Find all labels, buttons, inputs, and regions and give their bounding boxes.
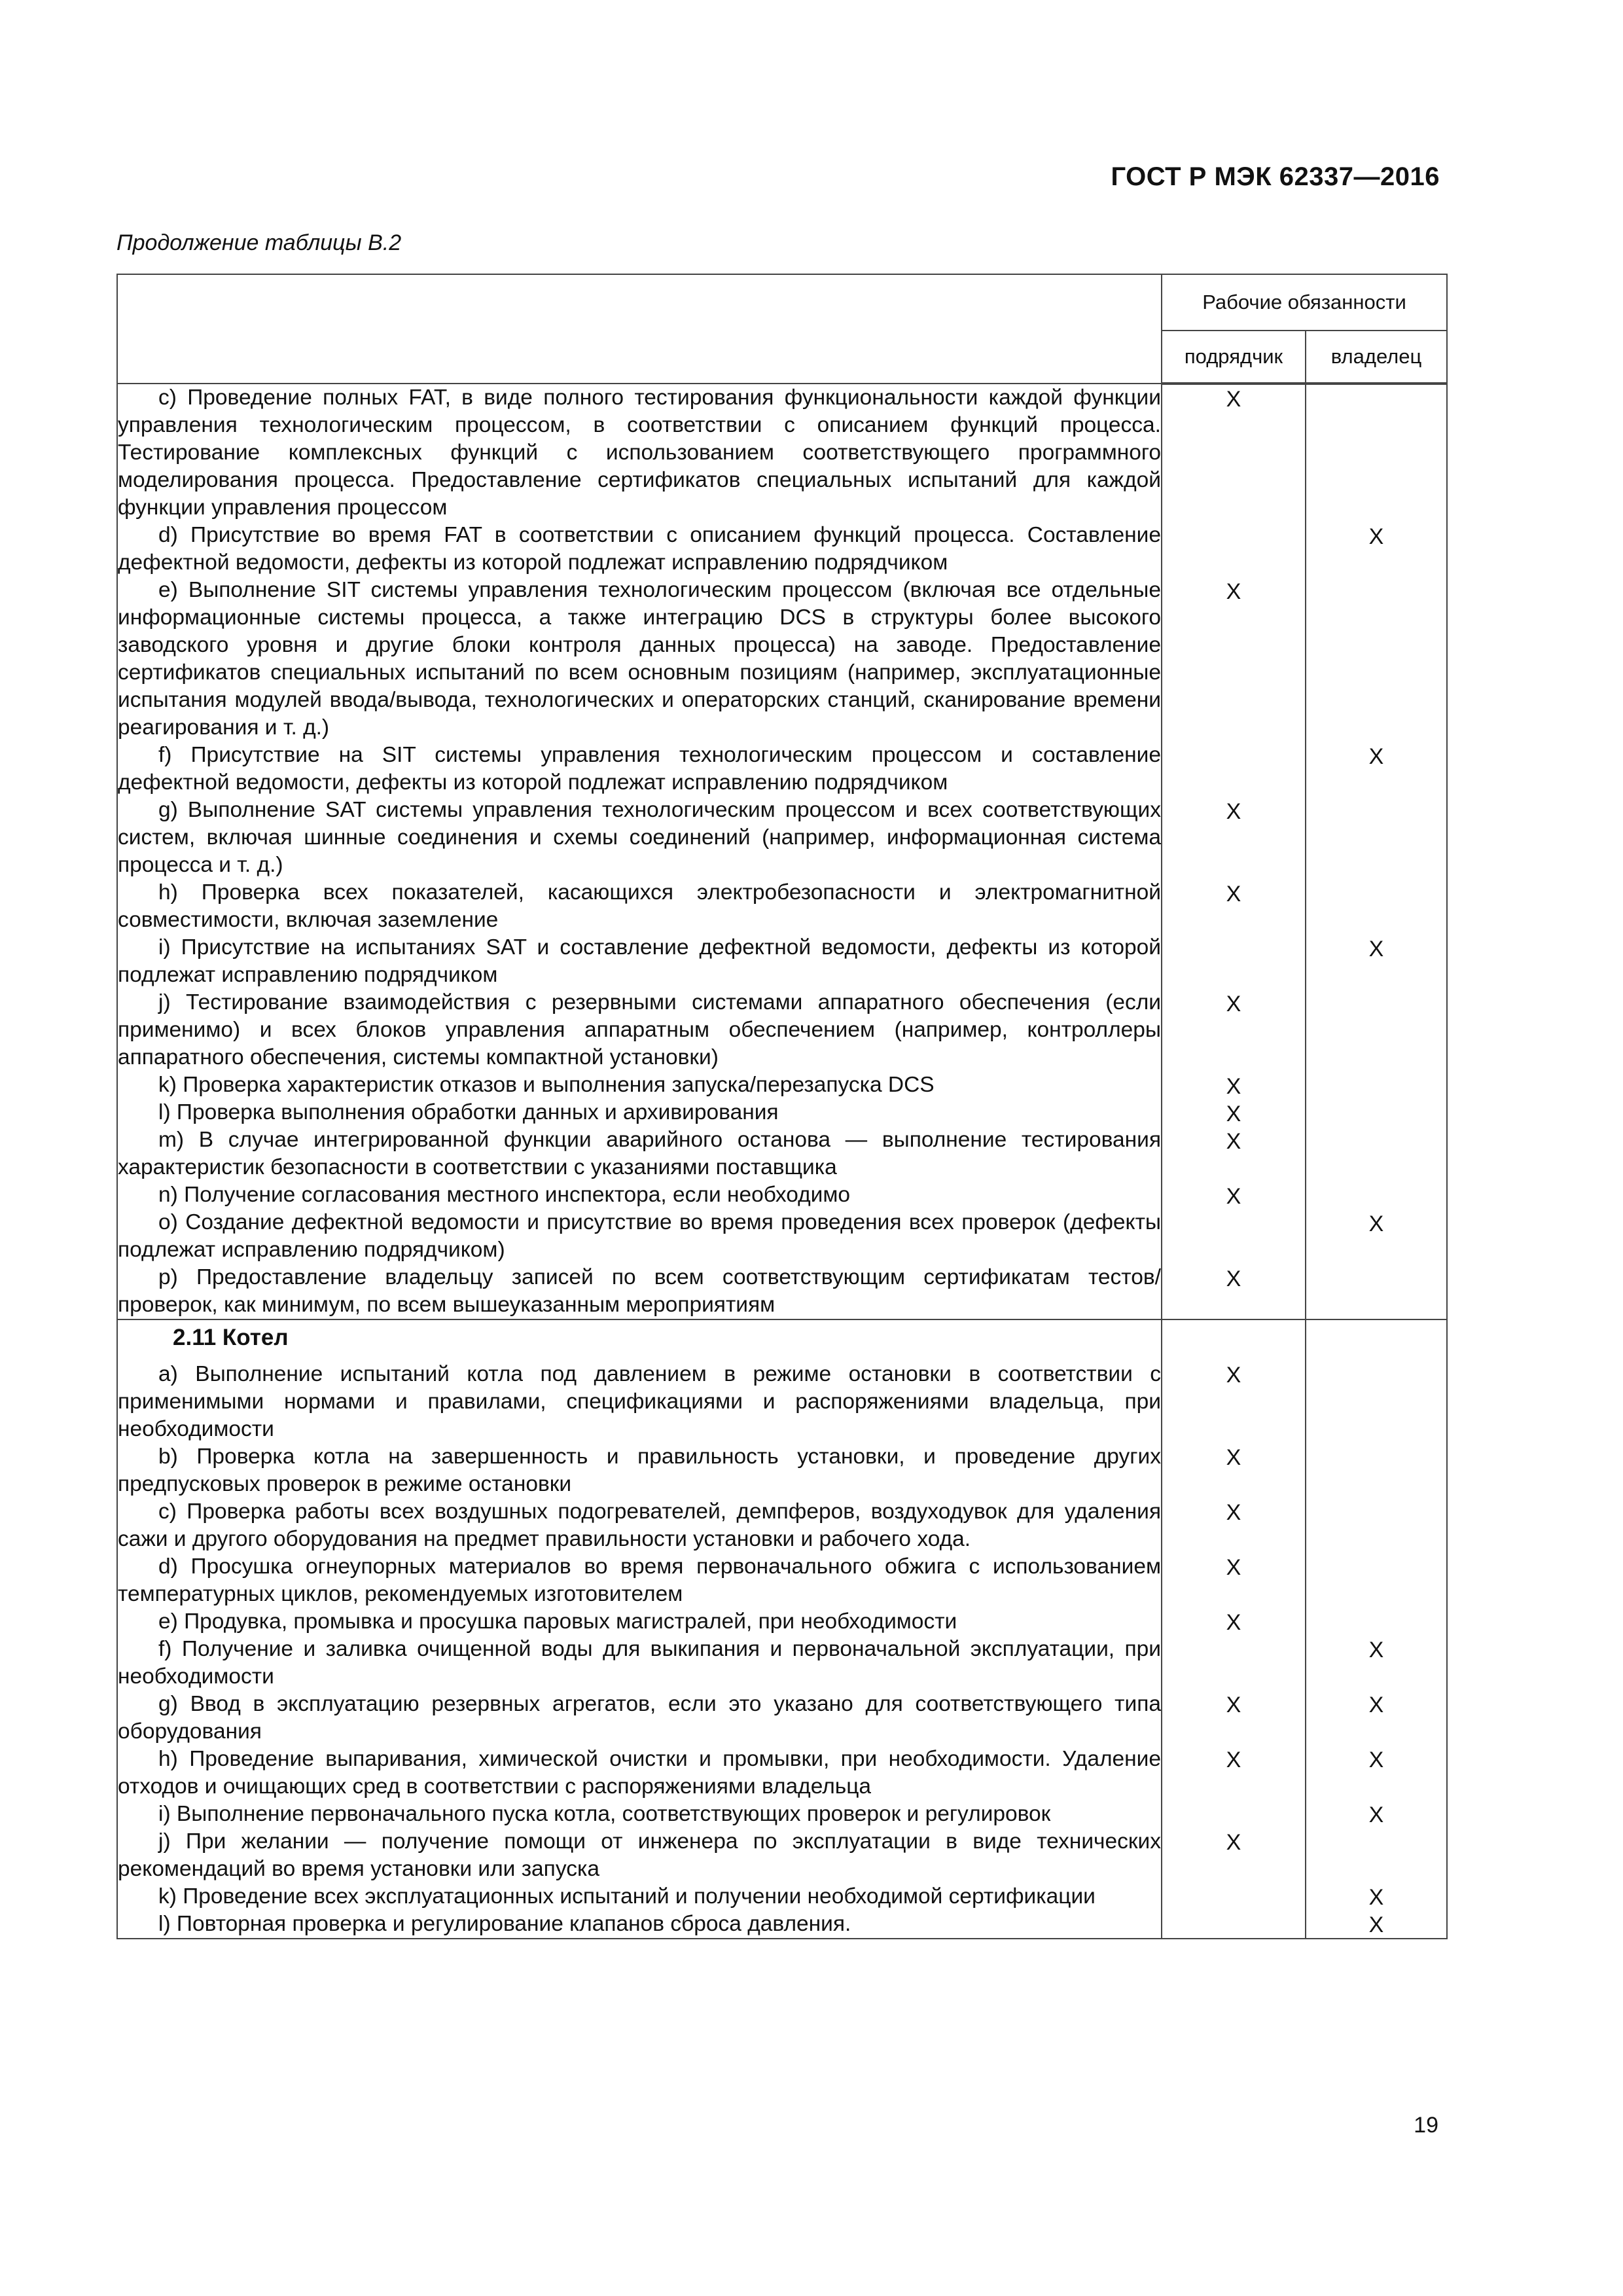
table-row-text: m) В случае интегрированной функции аварийного останова — выполнение тестирования характеристик безопасности в соответствии с указаниями поставщика bbox=[118, 1128, 1161, 1179]
contractor-mark: X bbox=[1226, 1693, 1241, 1717]
contractor-mark: X bbox=[1226, 1184, 1241, 1209]
table-row-text: k) Проверка характеристик отказов и выполнения запуска/перезапуска DCS bbox=[158, 1073, 935, 1097]
contractor-mark: X bbox=[1226, 1266, 1241, 1291]
table-row-text: g) Ввод в эксплуатацию резервных агрегатов, если это указано для соответствующего типа оборудования bbox=[118, 1692, 1161, 1744]
table-row-text: d) Просушка огнеупорных материалов во время первоначального обжига с использованием температурных циклов, рекомендуемых изготовителем bbox=[118, 1554, 1161, 1606]
owner-mark: X bbox=[1368, 1912, 1384, 1937]
contractor-mark: X bbox=[1226, 882, 1241, 906]
table-body-block-1 bbox=[117, 384, 1447, 1319]
table-row-text: j) При желании — получение помощи от инженера по эксплуатации в виде технических рекомендаций во время установки или запуска bbox=[118, 1829, 1161, 1881]
contractor-mark: X bbox=[1226, 1445, 1241, 1470]
owner-mark: X bbox=[1368, 1748, 1384, 1772]
responsibilities-table bbox=[116, 274, 1448, 1939]
table-row-text: k) Проведение всех эксплуатационных испытаний и получении необходимой сертификации bbox=[158, 1884, 1096, 1909]
contractor-mark: X bbox=[1226, 1102, 1241, 1126]
table-row-text: l) Повторная проверка и регулирование клапанов сброса давления. bbox=[158, 1912, 851, 1936]
owner-mark: X bbox=[1368, 524, 1384, 549]
header-blank-cell bbox=[117, 274, 1162, 384]
block2-owner-marks bbox=[1306, 1319, 1447, 1939]
header-group: Рабочие обязанности bbox=[1162, 274, 1447, 331]
header-contractor: подрядчик bbox=[1162, 331, 1306, 384]
table-row-text: f) Присутствие на SIT системы управления технологическим процессом и составление дефектной ведомости, дефекты из которой подлежат исправлению подрядчиком bbox=[118, 743, 1161, 795]
table-row-text: d) Присутствие во время FAT в соответствии с описанием функций процесса. Составление дефектной ведомости, дефекты из которой подлежат исправлению подрядчиком bbox=[118, 523, 1161, 575]
contractor-mark: X bbox=[1226, 1555, 1241, 1580]
page-number: 19 bbox=[1414, 2113, 1438, 2138]
table-row-text: i) Выполнение первоначального пуска котла, соответствующих проверок и регулировок bbox=[158, 1802, 1051, 1826]
table-row-text: n) Получение согласования местного инспектора, если необходимо bbox=[158, 1183, 851, 1207]
contractor-mark: X bbox=[1226, 1074, 1241, 1099]
block2-descriptions bbox=[117, 1319, 1162, 1939]
owner-mark: X bbox=[1368, 1885, 1384, 1910]
contractor-mark: X bbox=[1226, 579, 1241, 604]
table-row-text: o) Создание дефектной ведомости и присутствие во время проведения всех проверок (дефекты подлежат исправлению подрядчиком) bbox=[118, 1210, 1161, 1262]
contractor-mark: X bbox=[1226, 1748, 1241, 1772]
owner-mark: X bbox=[1368, 937, 1384, 961]
contractor-mark: X bbox=[1226, 799, 1241, 824]
standard-code: ГОСТ Р МЭК 62337—2016 bbox=[1111, 162, 1440, 191]
table-row-text: p) Предоставление владельцу записей по всем соответствующим сертификатам тестов/проверок, как минимум, по всем вышеуказанным мероприятиям bbox=[118, 1265, 1161, 1317]
table-row-text: e) Выполнение SIT системы управления технологическим процессом (включая все отдельные информационные системы процесса, а также интеграцию DCS в структуры более высокого заводского уровня и другие блоки контроля данных процесса) на заводе. Предоставление сертификатов специальных испытаний по всем основным позициям (например, эксплуатационные испытания модулей ввода/вывода, технологических и операторских станций, сканирование времени реагирования и т. д.) bbox=[118, 578, 1161, 740]
table-row-text: h) Проведение выпаривания, химической очистки и промывки, при необходимости. Удаление отходов и очищающих сред в соответствии с распоряжениями владельца bbox=[118, 1747, 1161, 1799]
owner-mark: X bbox=[1368, 1638, 1384, 1662]
block2-contractor-marks bbox=[1162, 1319, 1306, 1939]
table-row-text: c) Проверка работы всех воздушных подогревателей, демпферов, воздуходувок для удаления сажи и другого оборудования на предмет правильности установки и рабочего хода. bbox=[118, 1499, 1161, 1551]
contractor-mark: X bbox=[1226, 387, 1241, 412]
table-row-text: g) Выполнение SAT системы управления технологическим процессом и всех соответствующих систем, включая шинные соединения и схемы соединений (например, информационная система процесса и т. д.) bbox=[118, 798, 1161, 877]
block1-contractor-marks bbox=[1162, 384, 1306, 1319]
contractor-mark: X bbox=[1226, 1500, 1241, 1525]
table-row-text: c) Проведение полных FAT, в виде полного тестирования функциональности каждой функции управления технологическим процессом, в соответствии с описанием функций процесса. Тестирование комплексных функций с использованием соответствующего программного моделирования процесса. Предоставление сертификатов специальных испытаний для каждой функции управления процессом bbox=[118, 386, 1161, 520]
owner-mark: X bbox=[1368, 1211, 1384, 1236]
block1-descriptions bbox=[117, 384, 1162, 1319]
table-row-text: b) Проверка котла на завершенность и правильность установки, и проведение других предпусковых проверок в режиме остановки bbox=[118, 1444, 1161, 1496]
contractor-mark: X bbox=[1226, 1363, 1241, 1388]
table-row-text: f) Получение и заливка очищенной воды для выкипания и первоначальной эксплуатации, при необходимости bbox=[118, 1637, 1161, 1689]
contractor-mark: X bbox=[1226, 992, 1241, 1016]
section-title: 2.11 Котел bbox=[173, 1325, 289, 1350]
table-body-block-2 bbox=[117, 1319, 1447, 1939]
table-row-text: i) Присутствие на испытаниях SAT и составление дефектной ведомости, дефекты из которой подлежат исправлению подрядчиком bbox=[118, 935, 1161, 987]
contractor-mark: X bbox=[1226, 1610, 1241, 1635]
table-caption: Продолжение таблицы B.2 bbox=[116, 230, 402, 255]
table-row-text: j) Тестирование взаимодействия с резервными системами аппаратного обеспечения (если применимо) и всех блоков управления аппаратным обеспечением (например, контроллеры аппаратного обеспечения, системы компактной установки) bbox=[118, 990, 1161, 1069]
table-row-text: a) Выполнение испытаний котла под давлением в режиме остановки в соответствии с применимыми нормами и правилами, спецификациями и распоряжениями владельца, при необходимости bbox=[118, 1362, 1161, 1441]
owner-mark: X bbox=[1368, 1693, 1384, 1717]
table-row-text: h) Проверка всех показателей, касающихся электробезопасности и электромагнитной совместимости, включая заземление bbox=[118, 880, 1161, 932]
block1-owner-marks bbox=[1306, 384, 1447, 1319]
contractor-mark: X bbox=[1226, 1830, 1241, 1855]
table-header-row bbox=[117, 274, 1447, 331]
table-row-text: l) Проверка выполнения обработки данных и архивирования bbox=[158, 1100, 779, 1124]
owner-mark: X bbox=[1368, 744, 1384, 769]
header-owner: владелец bbox=[1306, 331, 1447, 384]
contractor-mark: X bbox=[1226, 1129, 1241, 1154]
table-row-text: e) Продувка, промывка и просушка паровых магистралей, при необходимости bbox=[158, 1609, 957, 1634]
owner-mark: X bbox=[1368, 1803, 1384, 1827]
